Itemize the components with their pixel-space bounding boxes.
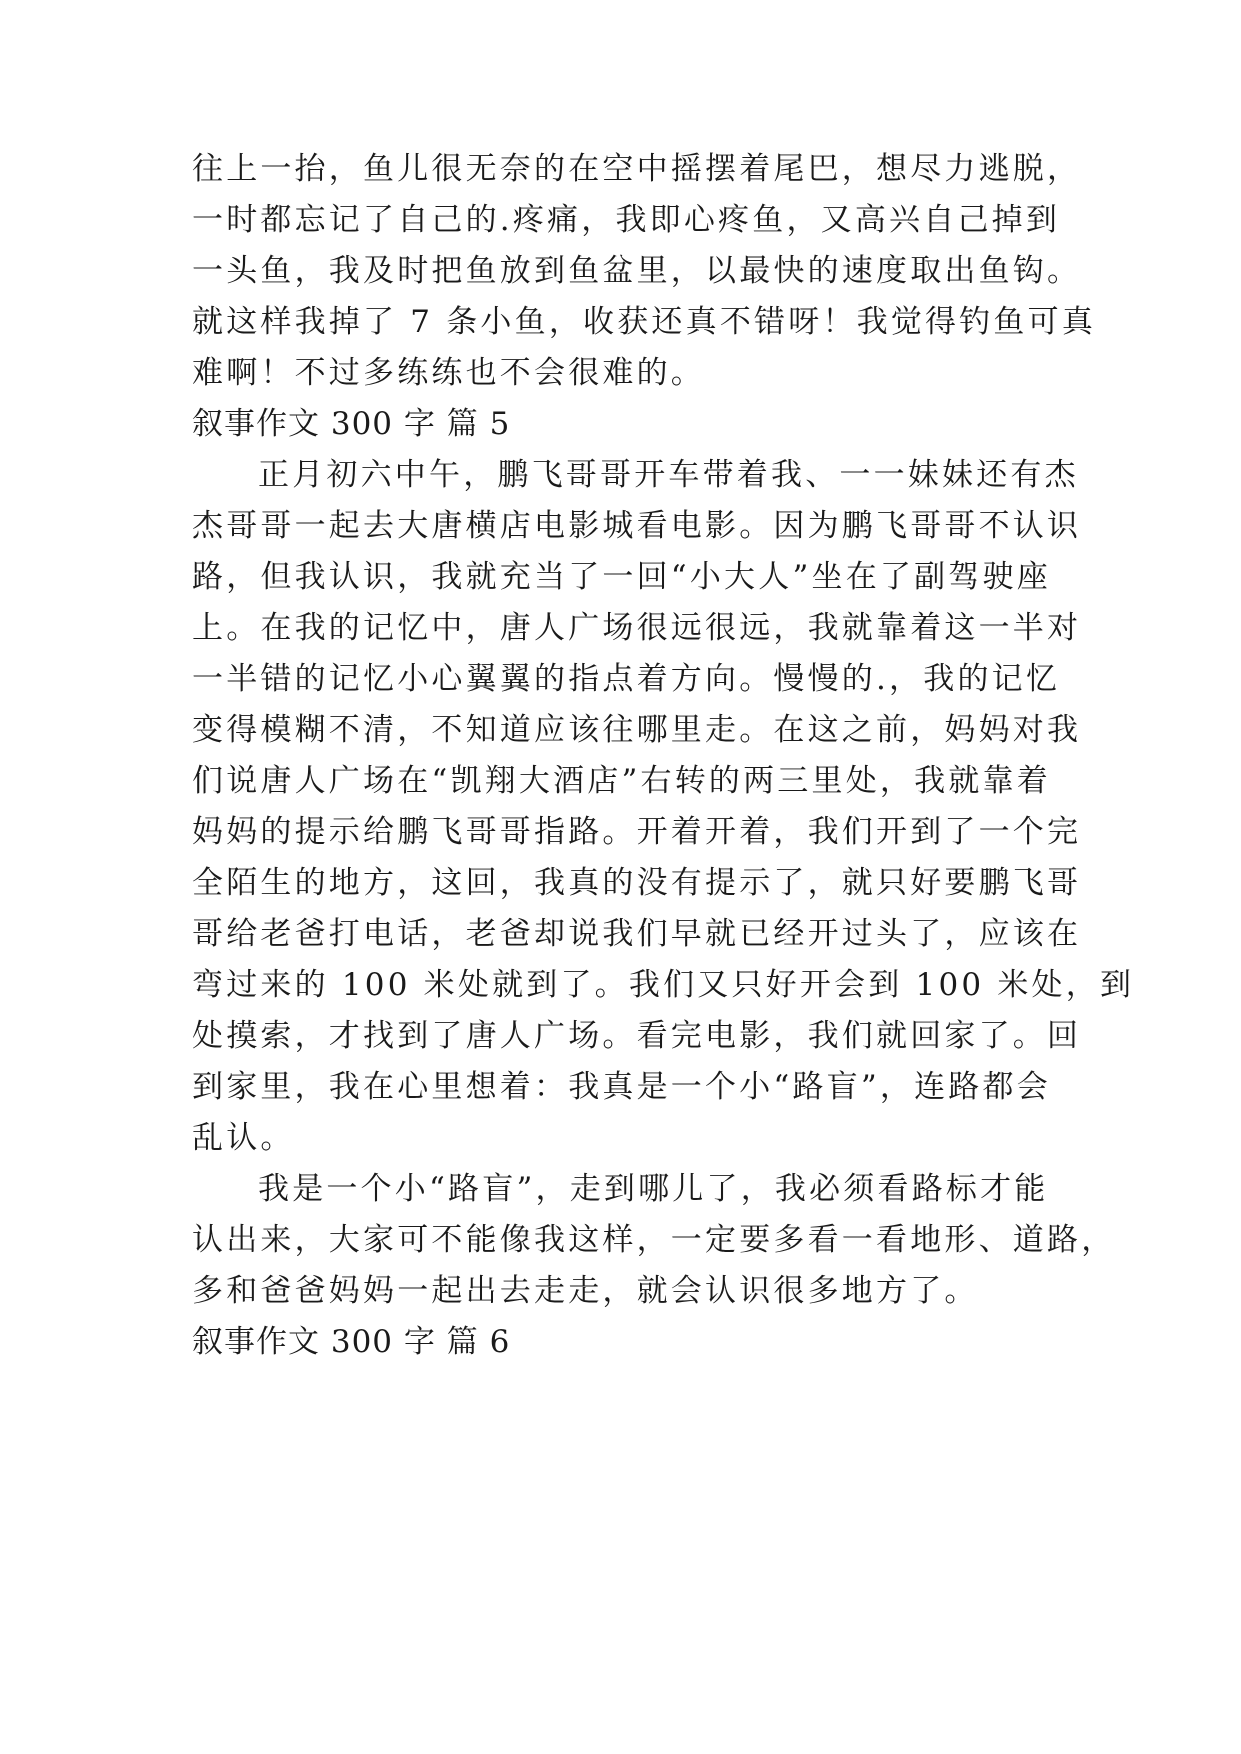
paragraph-line: 乱认。 bbox=[192, 1120, 295, 1156]
section-heading-5: 叙事作文 300 字 篇 5 bbox=[192, 406, 511, 442]
paragraph-line: 认出来，大家可不能像我这样，一定要多看一看地形、道路， bbox=[192, 1222, 1116, 1258]
paragraph-line: 杰哥哥一起去大唐横店电影城看电影。因为鹏飞哥哥不认识 bbox=[192, 508, 1082, 544]
paragraph-line: 一头鱼，我及时把鱼放到鱼盆里，以最快的速度取出鱼钩。 bbox=[192, 253, 1082, 289]
paragraph-line: 多和爸爸妈妈一起出去走走，就会认识很多地方了。 bbox=[192, 1273, 979, 1309]
paragraph-line: 就这样我掉了 7 条小鱼，收获还真不错呀！我觉得钓鱼可真 bbox=[192, 304, 1097, 340]
paragraph-line: 们说唐人广场在“凯翔大酒店”右转的两三里处，我就靠着 bbox=[192, 763, 1051, 799]
paragraph-line: 哥给老爸打电话，老爸却说我们早就已经开过头了，应该在 bbox=[192, 916, 1082, 952]
paragraph-line: 妈妈的提示给鹏飞哥哥指路。开着开着，我们开到了一个完 bbox=[192, 814, 1082, 850]
paragraph-line: 弯过来的 100 米处就到了。我们又只好开会到 100 米处，到 bbox=[192, 967, 1135, 1003]
paragraph-line: 上。在我的记忆中，唐人广场很远很远，我就靠着这一半对 bbox=[192, 610, 1082, 646]
paragraph-line: 到家里，我在心里想着：我真是一个小“路盲”，连路都会 bbox=[192, 1069, 1051, 1105]
paragraph-line: 一半错的记忆小心翼翼的指点着方向。慢慢的.，我的记忆 bbox=[192, 661, 1061, 697]
paragraph-line: 我是一个小“路盲”，走到哪儿了，我必须看路标才能 bbox=[258, 1171, 1049, 1207]
paragraph-line: 变得模糊不清，不知道应该往哪里走。在这之前，妈妈对我 bbox=[192, 712, 1082, 748]
paragraph-line: 一时都忘记了自己的.疼痛，我即心疼鱼，又高兴自己掉到 bbox=[192, 202, 1061, 238]
paragraph-line: 全陌生的地方，这回，我真的没有提示了，就只好要鹏飞哥 bbox=[192, 865, 1082, 901]
section-heading-6: 叙事作文 300 字 篇 6 bbox=[192, 1324, 511, 1360]
paragraph-line: 处摸索，才找到了唐人广场。看完电影，我们就回家了。回 bbox=[192, 1018, 1082, 1054]
paragraph-line: 难啊！不过多练练也不会很难的。 bbox=[192, 355, 705, 391]
paragraph-line: 正月初六中午，鹏飞哥哥开车带着我、一一妹妹还有杰 bbox=[258, 457, 1079, 493]
paragraph-line: 往上一抬，鱼儿很无奈的在空中摇摆着尾巴，想尽力逃脱， bbox=[192, 151, 1082, 187]
paragraph-line: 路，但我认识，我就充当了一回“小大人”坐在了副驾驶座 bbox=[192, 559, 1051, 595]
